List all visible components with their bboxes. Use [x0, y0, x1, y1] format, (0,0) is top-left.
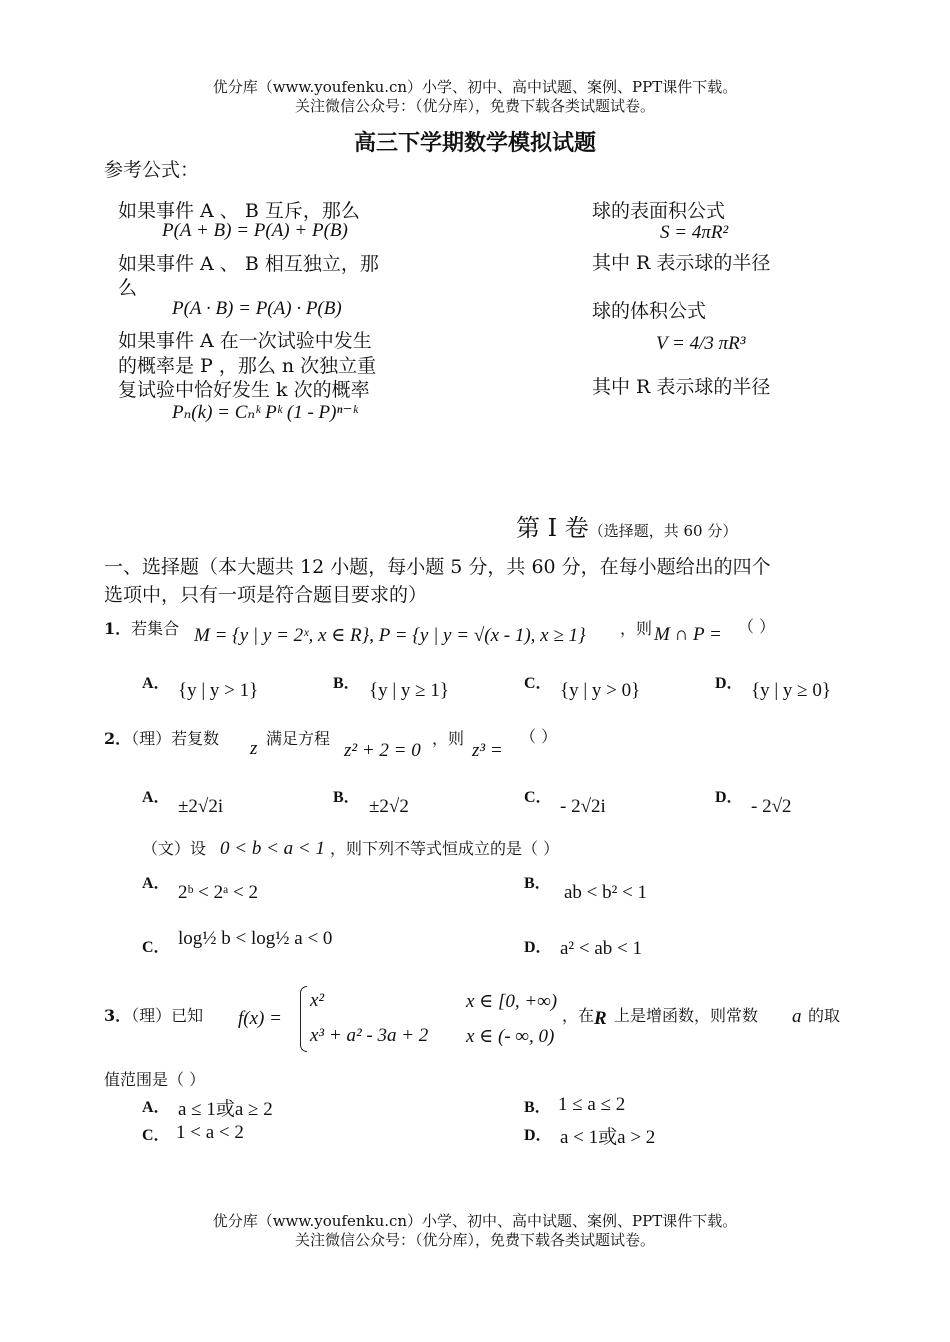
- answer-paren: （ ）: [520, 727, 558, 746]
- wen-option-a-value: 2ᵇ < 2ᵃ < 2: [178, 882, 259, 903]
- option-c-value: 1 < a < 2: [176, 1122, 244, 1143]
- formula-label: 参考公式：: [104, 159, 200, 181]
- question-rest: 上是增函数，则常数: [614, 1006, 759, 1025]
- option-a-value: {y | y > 1}: [178, 680, 259, 701]
- option-b-label: B．: [333, 789, 360, 806]
- question-line-2: 值范围是（ ）: [104, 1070, 206, 1089]
- option-d-label: D．: [715, 675, 743, 692]
- piecewise-cond-1: x ∈ [0, +∞): [466, 991, 558, 1012]
- formula-line: 球的表面积公式: [592, 200, 726, 222]
- option-b-label: B．: [524, 1099, 551, 1116]
- question-mid: ，在: [562, 1006, 595, 1025]
- formula-expr: V = 4/3 πR³: [656, 333, 746, 354]
- wen-condition: 0 < b < a < 1: [220, 838, 325, 859]
- section-subtitle: （选择题，共 60 分）: [588, 522, 738, 540]
- option-c-label: C．: [524, 789, 552, 806]
- option-c-value: {y | y > 0}: [560, 680, 641, 701]
- option-a-label: A．: [142, 789, 170, 806]
- page-title: 高三下学期数学模拟试题: [353, 131, 596, 156]
- piecewise-case-1: x²: [310, 990, 325, 1011]
- formula-line: 如果事件 A 、 B 相互独立，那: [118, 253, 379, 275]
- piecewise-fx: f(x) =: [238, 1008, 282, 1029]
- question-ask: z³ =: [472, 740, 503, 761]
- header-line-2: 关注微信公众号：（优分库），免费下载各类试题试卷。: [294, 97, 655, 115]
- question-number: 2．: [104, 729, 132, 748]
- option-c-value: - 2√2i: [560, 796, 606, 817]
- option-d-label: D．: [715, 789, 743, 806]
- option-b-value: ±2√2: [369, 796, 409, 817]
- instructions-line-2: 选项中，只有一项是符合题目要求的）: [104, 584, 428, 606]
- question-rest-2: 的取: [808, 1006, 841, 1025]
- section-title: 第 I 卷: [516, 514, 589, 542]
- footer-line-2: 关注微信公众号：（优分库），免费下载各类试题试卷。: [294, 1231, 655, 1249]
- formula-line: 么: [118, 277, 138, 299]
- question-variable: z: [250, 738, 258, 759]
- option-a-value: a ≤ 1或a ≥ 2: [178, 1099, 273, 1120]
- question-text: （理）已知: [131, 1006, 204, 1025]
- wen-option-a-label: A．: [142, 875, 170, 892]
- question-then: ，则: [620, 619, 653, 638]
- option-a-value: ±2√2i: [178, 796, 224, 817]
- formula-line: 复试验中恰好发生 k 次的概率: [118, 379, 370, 401]
- wen-option-c-value: log½ b < log½ a < 0: [178, 928, 333, 949]
- answer-paren: （ ）: [738, 617, 776, 636]
- piecewise-cond-2: x ∈ (- ∞, 0): [466, 1026, 555, 1047]
- wen-option-d-label: D．: [524, 939, 552, 956]
- question-equation: z² + 2 = 0: [344, 740, 421, 761]
- option-b-value: 1 ≤ a ≤ 2: [558, 1094, 626, 1115]
- formula-expr: P(A + B) = P(A) + P(B): [162, 220, 348, 241]
- option-b-value: {y | y ≥ 1}: [369, 680, 449, 701]
- option-d-value: a < 1或a > 2: [560, 1127, 656, 1148]
- question-expression: M = {y | y = 2ˣ, x ∈ R}, P = {y | y = √(x - 1), x ≥ 1}: [194, 625, 586, 646]
- real-set-symbol: R: [594, 1008, 607, 1029]
- piecewise-case-2: x³ + a² - 3a + 2: [310, 1025, 429, 1046]
- option-b-label: B．: [333, 675, 360, 692]
- instructions-line-1: 一、选择题（本大题共 12 小题，每小题 5 分，共 60 分，在每小题给出的四个: [104, 556, 771, 578]
- formula-line: 其中 R 表示球的半径: [592, 252, 771, 274]
- constant-a: a: [792, 1006, 802, 1027]
- formula-line: 如果事件 A 在一次试验中发生: [118, 330, 372, 352]
- wen-option-b-value: ab < b² < 1: [564, 882, 648, 903]
- option-a-label: A．: [142, 1099, 170, 1116]
- wen-option-c-label: C．: [142, 939, 170, 956]
- formula-expr: Pₙ(k) = Cₙᵏ Pᵏ (1 - P)ⁿ⁻ᵏ: [172, 402, 358, 423]
- question-number: 3．: [104, 1006, 132, 1025]
- wen-option-b-label: B．: [524, 875, 551, 892]
- footer-line-1: 优分库（www.youfenku.cn）小学、初中、高中试题、案例、PPT课件下载。: [212, 1212, 738, 1230]
- option-d-label: D．: [524, 1127, 552, 1144]
- question-text: （理）若复数: [131, 729, 220, 748]
- question-text-2: 满足方程: [266, 729, 331, 748]
- question-number: 1．: [104, 619, 132, 638]
- option-c-label: C．: [524, 675, 552, 692]
- option-c-label: C．: [142, 1127, 170, 1144]
- formula-line: 球的体积公式: [592, 300, 707, 322]
- option-d-value: - 2√2: [751, 796, 792, 817]
- option-d-value: {y | y ≥ 0}: [751, 680, 831, 701]
- section-heading: [516, 508, 737, 543]
- option-a-label: A．: [142, 675, 170, 692]
- formula-expr: P(A · B) = P(A) · P(B): [172, 298, 342, 319]
- question-ask: M ∩ P =: [654, 624, 722, 645]
- question-then: ，则: [432, 729, 465, 748]
- wen-rest: ，则下列不等式恒成立的是（ ）: [330, 839, 560, 858]
- formula-expr: S = 4πR²: [660, 222, 729, 243]
- formula-line: 其中 R 表示球的半径: [592, 376, 771, 398]
- formula-line: 如果事件 A 、 B 互斥，那么: [118, 200, 360, 222]
- piecewise-brace: [300, 986, 307, 1052]
- wen-option-d-value: a² < ab < 1: [560, 938, 642, 959]
- formula-line: 的概率是 P ，那么 n 次独立重: [118, 355, 377, 377]
- question-text: 若集合: [131, 619, 180, 638]
- wen-prefix: （文）设: [142, 839, 207, 858]
- header-line-1: 优分库（www.youfenku.cn）小学、初中、高中试题、案例、PPT课件下载。: [212, 78, 738, 96]
